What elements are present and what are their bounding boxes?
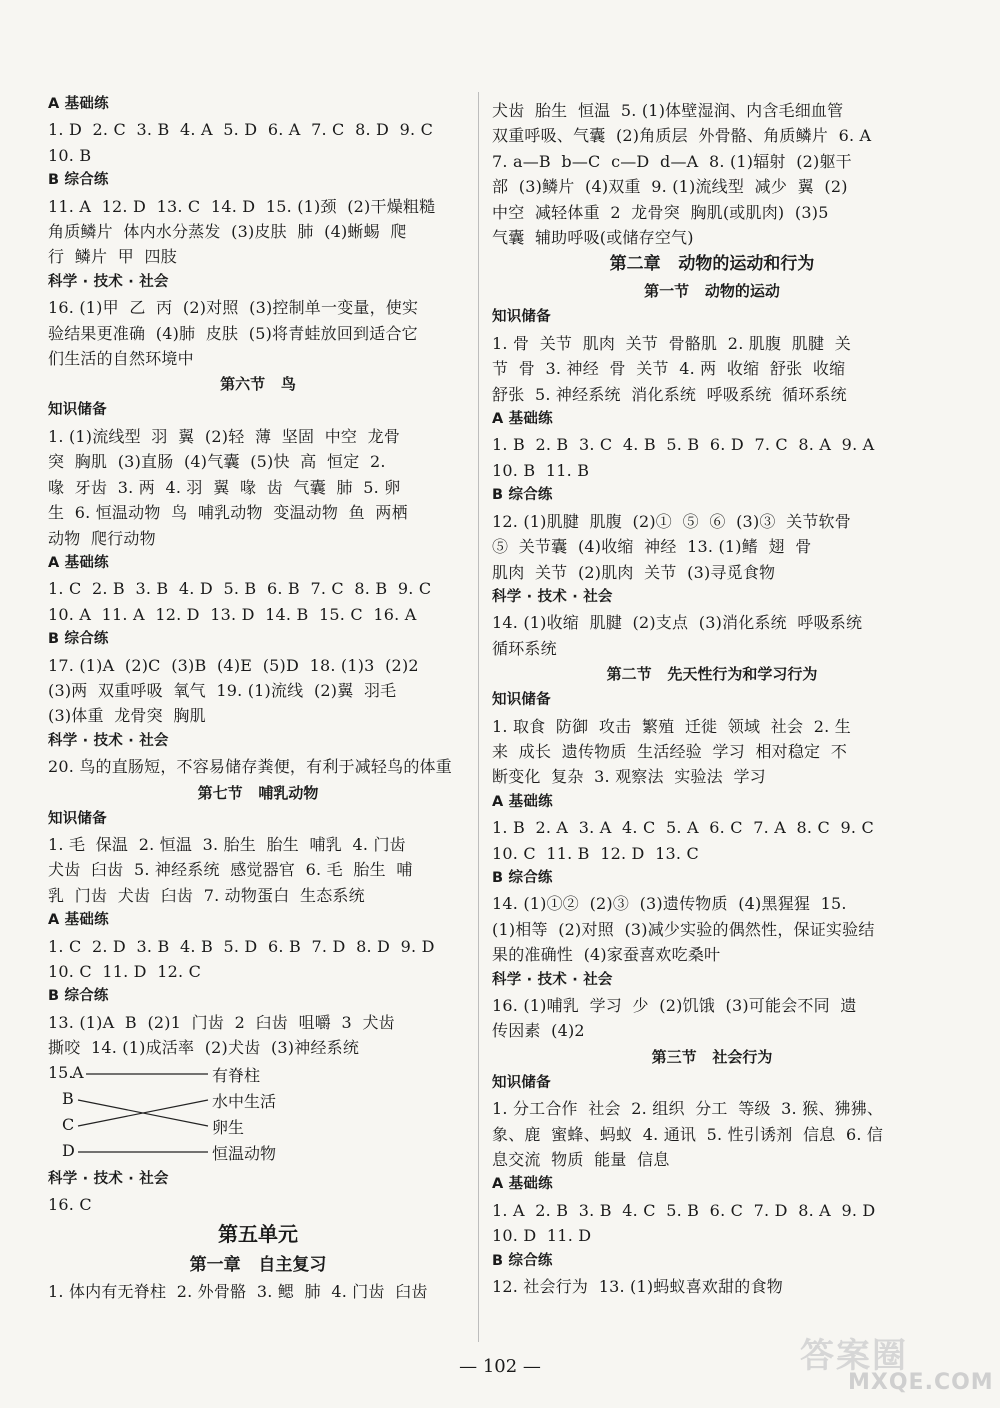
answer-line: 10. B [48, 145, 92, 165]
section-label: A 基础练 [492, 411, 553, 428]
answer-line: 10. C 11. B 12. D 13. C [492, 843, 699, 863]
answer-line: 14. (1)收缩 肌腱 (2)支点 (3)消化系统 呼吸系统 [492, 613, 863, 633]
answer-line: 16. (1)哺乳 学习 少 (2)饥饿 (3)可能会不同 遗 [492, 996, 857, 1015]
answer-line: 息交流 物质 能量 信息 [492, 1150, 670, 1170]
matching-left-item: B [62, 1088, 74, 1108]
answer-line: 行 鳞片 甲 四肢 [48, 247, 177, 267]
section-heading: 第六节 鸟 [220, 375, 296, 394]
answer-line: 1. D 2. C 3. B 4. A 5. D 6. A 7. C 8. D 9. C [48, 120, 434, 140]
section-label: 知识储备 [492, 1074, 551, 1091]
answer-line: 肌肉 关节 (2)肌肉 关节 (3)寻觅食物 [492, 562, 776, 582]
answer-line: 1. 毛 保温 2. 恒温 3. 胎生 胎生 哺乳 4. 门齿 [48, 834, 406, 854]
answer-line: 10. C 11. D 12. C [48, 962, 202, 981]
matching-right-item: 水中生活 [212, 1091, 277, 1111]
section-label: 科学 · 技术 · 社会 [48, 732, 169, 749]
answer-line: 乳 门齿 犬齿 臼齿 7. 动物蛋白 生态系统 [48, 885, 365, 905]
answer-line: 1. 骨 关节 肌肉 关节 骨骼肌 2. 肌腹 肌腱 关 [492, 333, 851, 353]
answer-line: 16. (1)甲 乙 丙 (2)对照 (3)控制单一变量，使实 [48, 298, 419, 318]
answer-line: 舒张 5. 神经系统 消化系统 呼吸系统 循环系统 [492, 384, 847, 404]
unit-heading: 第五单元 [218, 1222, 298, 1247]
section-label: A 基础练 [492, 1176, 553, 1193]
answer-line: 生 6. 恒温动物 鸟 哺乳动物 变温动物 鱼 两栖 [48, 503, 408, 523]
section-label: B 综合练 [48, 631, 109, 648]
answer-line: 1. B 2. B 3. C 4. B 5. B 6. D 7. C 8. A 9. A [492, 435, 875, 455]
answer-line: 中空 减轻体重 2 龙骨突 胸肌(或肌肉) (3)5 [492, 202, 829, 222]
section-label: A 基础练 [48, 912, 109, 929]
column-divider [478, 92, 479, 1342]
section-label: 知识储备 [492, 692, 551, 709]
answer-line: 12. 社会行为 13. (1)蚂蚁喜欢甜的食物 [492, 1277, 783, 1297]
section-label: 科学 · 技术 · 社会 [492, 588, 613, 605]
answer-line: 节 骨 3. 神经 骨 关节 4. 两 收缩 舒张 收缩 [492, 359, 846, 379]
answer-line: 11. A 12. D 13. C 14. D 15. (1)颈 (2)干燥粗糙 [48, 196, 436, 216]
section-label: 知识储备 [48, 810, 107, 827]
answer-line: 1. (1)流线型 羽 翼 (2)轻 薄 坚固 中空 龙骨 [48, 426, 401, 446]
section-heading: 第三节 社会行为 [651, 1047, 773, 1066]
answer-line: 动物 爬行动物 [48, 528, 156, 548]
matching-right-item: 卵生 [212, 1117, 245, 1137]
watermark-logo: 答案圈 [800, 1336, 908, 1376]
answer-line: 13. (1)A B (2)1 门齿 2 臼齿 咀嚼 3 犬齿 [48, 1012, 395, 1032]
answer-line: 象、鹿 蜜蜂、蚂蚁 4. 通讯 5. 性引诱剂 信息 6. 信 [492, 1124, 884, 1144]
answer-line: 犬齿 臼齿 5. 神经系统 感觉器官 6. 毛 胎生 哺 [48, 860, 413, 880]
answer-line: 传因素 (4)2 [492, 1021, 585, 1041]
section-label: 科学 · 技术 · 社会 [492, 971, 613, 988]
section-label: A 基础练 [492, 793, 553, 810]
answer-line: 循环系统 [492, 638, 557, 658]
answer-line: 犬齿 胎生 恒温 5. (1)体壁湿润、内含毛细血管 [492, 101, 844, 120]
watermark [800, 1328, 994, 1400]
chapter-heading: 第二章 动物的运动和行为 [609, 254, 815, 275]
matching-left-item: A [72, 1062, 84, 1082]
answer-line: 1. B 2. A 3. A 4. C 5. A 6. C 7. A 8. C 9. C [492, 818, 874, 838]
answer-line: 1. 取食 防御 攻击 繁殖 迁徙 领域 社会 2. 生 [492, 716, 851, 736]
answer-line: 17. (1)A (2)C (3)B (4)E (5)D 18. (1)3 (2)2 [48, 655, 419, 675]
answer-line: 喙 牙齿 3. 两 4. 羽 翼 喙 齿 气囊 肺 5. 卵 [48, 477, 401, 497]
section-heading: 第一节 动物的运动 [644, 282, 780, 301]
section-label: A 基础练 [48, 96, 109, 112]
matching-question-number: 15. [48, 1062, 74, 1082]
matching-left-item: C [62, 1114, 75, 1134]
answer-line: 双重呼吸、气囊 (2)角质层 外骨骼、角质鳞片 6. A [492, 126, 872, 146]
answer-line: ⑤ 关节囊 (4)收缩 神经 13. (1)鳍 翅 骨 [492, 537, 812, 557]
matching-right-item: 恒温动物 [212, 1143, 277, 1163]
answer-line: 10. B 11. B [492, 460, 590, 480]
chapter-heading: 第一章 自主复习 [189, 1255, 327, 1276]
section-label: 科学 · 技术 · 社会 [48, 1170, 169, 1187]
answer-line: 们生活的自然环境中 [48, 349, 194, 369]
matching-right-item: 有脊柱 [212, 1065, 261, 1085]
answer-line: 来 成长 遗传物质 生活经验 学习 相对稳定 不 [492, 741, 848, 761]
answer-line: (3)体重 龙骨突 胸肌 [48, 706, 206, 726]
answer-line: (3)两 双重呼吸 氧气 19. (1)流线 (2)翼 羽毛 [48, 680, 397, 700]
answer-line: 验结果更准确 (4)肺 皮肤 (5)将青蛙放回到适合它 [48, 323, 418, 343]
answer-line: 部 (3)鳞片 (4)双重 9. (1)流线型 减少 翼 (2) [492, 177, 848, 197]
section-label: A 基础练 [48, 554, 109, 571]
section-label: B 综合练 [492, 1252, 553, 1269]
section-label: B 综合练 [492, 869, 553, 886]
answer-line: 气囊 辅助呼吸(或储存空气) [492, 228, 694, 248]
section-heading: 第二节 先天性行为和学习行为 [606, 665, 818, 684]
left-column [48, 92, 468, 1305]
section-label: B 综合练 [48, 172, 109, 189]
answer-line: 角质鳞片 体内水分蒸发 (3)皮肤 肺 (4)蜥蜴 爬 [48, 222, 407, 242]
answer-line: 10. A 11. A 12. D 13. D 14. B 15. C 16. A [48, 604, 417, 624]
answer-line: 14. (1)①② (2)③ (3)遗传物质 (4)黑猩猩 15. [492, 894, 847, 914]
answer-line: 20. 鸟的直肠短，不容易储存粪便，有利于减轻鸟的体重 [48, 757, 452, 777]
section-label: B 综合练 [48, 988, 109, 1005]
page-number: — 102 — [459, 1356, 541, 1377]
answer-line: 7. a—B b—C c—D d—A 8. (1)辐射 (2)躯干 [492, 151, 852, 171]
answer-line: 撕咬 14. (1)成活率 (2)犬齿 (3)神经系统 [48, 1038, 360, 1058]
answer-line: 1. 分工合作 社会 2. 组织 分工 等级 3. 猴、狒狒、 [492, 1099, 884, 1119]
right-column [492, 98, 932, 1299]
matching-left-item: D [62, 1140, 75, 1160]
matching-lines [48, 1063, 288, 1167]
answer-line: 1. A 2. B 3. B 4. C 5. B 6. C 7. D 8. A 9. D [492, 1200, 876, 1220]
section-label: 知识储备 [492, 309, 551, 326]
answer-line: 1. 体内有无脊柱 2. 外骨骼 3. 鳃 肺 4. 门齿 臼齿 [48, 1282, 428, 1302]
section-label: 知识储备 [48, 402, 107, 419]
section-label: 科学 · 技术 · 社会 [48, 273, 169, 290]
watermark-url: MXQE.COM [848, 1370, 994, 1395]
answer-line: (1)相等 (2)对照 (3)减少实验的偶然性，保证实验结 [492, 919, 875, 939]
answer-line: 突 胸肌 (3)直肠 (4)气囊 (5)快 高 恒定 2. [48, 452, 386, 472]
answer-line: 16. C [48, 1195, 92, 1215]
answer-line: 10. D 11. D [492, 1226, 592, 1246]
section-heading: 第七节 哺乳动物 [197, 783, 319, 802]
answer-line: 果的准确性 (4)家蚕喜欢吃桑叶 [492, 945, 721, 965]
matching-diagram [48, 1063, 468, 1167]
answer-line: 1. C 2. D 3. B 4. B 5. D 6. B 7. D 8. D 9. D [48, 936, 435, 956]
section-label: B 综合练 [492, 487, 553, 504]
answer-line: 断变化 复杂 3. 观察法 实验法 学习 [492, 767, 766, 787]
answer-line: 1. C 2. B 3. B 4. D 5. B 6. B 7. C 8. B 9. C [48, 579, 432, 599]
answer-line: 12. (1)肌腱 肌腹 (2)① ⑤ ⑥ (3)③ 关节软骨 [492, 511, 851, 531]
